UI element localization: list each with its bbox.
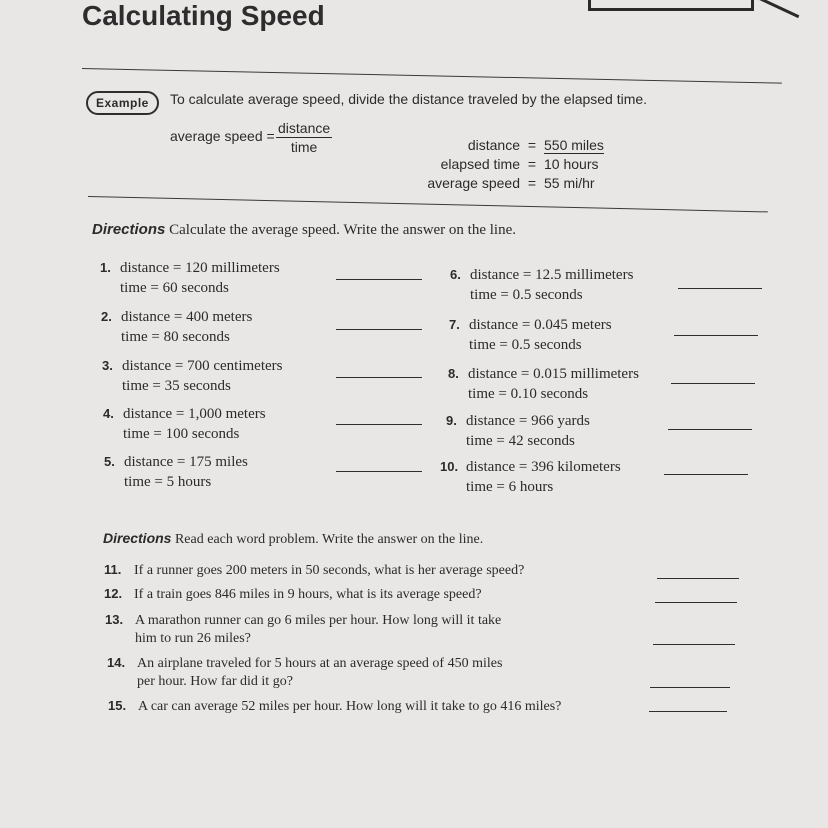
problem-number: 9. (446, 413, 457, 428)
problem-time: time = 0.10 seconds (468, 386, 589, 402)
problem-number: 2. (101, 309, 112, 324)
example-row-label: average speed (427, 175, 520, 191)
directions-1 (92, 221, 516, 239)
corner-decoration (588, 0, 754, 11)
problem-time: time = 60 seconds (120, 280, 229, 296)
problem-9 (446, 411, 590, 451)
problem-time: time = 35 seconds (122, 378, 231, 394)
example-intro: To calculate average speed, divide the distance traveled by the elapsed time. (170, 91, 648, 107)
problem-3 (102, 356, 283, 396)
answer-line-5[interactable] (336, 471, 422, 472)
problem-number: 3. (102, 358, 113, 373)
page-title: Calculating Speed (82, 0, 325, 31)
problem-1 (100, 258, 280, 298)
answer-line-12[interactable] (655, 602, 737, 603)
word-problem-14 (107, 654, 502, 691)
formula-numerator: distance (278, 120, 331, 136)
answer-line-1[interactable] (336, 279, 422, 280)
problem-6 (450, 265, 633, 305)
example-row-distance (402, 137, 604, 154)
answer-line-8[interactable] (671, 383, 755, 384)
problem-distance: distance = 700 centimeters (122, 358, 283, 374)
word-problem-text: If a train goes 846 miles in 9 hours, what is its average speed? (134, 587, 482, 602)
problem-distance: distance = 966 yards (466, 413, 590, 429)
problem-7 (449, 315, 612, 355)
word-problem-number: 15. (108, 698, 127, 713)
problem-5 (104, 452, 248, 492)
problem-number: 7. (449, 317, 460, 332)
problem-time: time = 5 hours (124, 474, 212, 490)
word-problem-number: 14. (107, 655, 126, 670)
problem-10 (440, 457, 621, 497)
top-divider (82, 68, 782, 84)
word-problem-number: 12. (104, 586, 123, 601)
answer-line-9[interactable] (668, 429, 752, 430)
problem-distance: distance = 396 kilometers (466, 459, 621, 475)
formula-label: average speed = (170, 128, 275, 144)
problem-2 (101, 307, 252, 347)
problem-time: time = 6 hours (466, 479, 554, 495)
word-problem-11 (104, 561, 524, 580)
problem-time: time = 80 seconds (121, 329, 230, 345)
formula-denominator: time (290, 139, 318, 155)
problem-time: time = 42 seconds (466, 433, 575, 449)
problem-distance: distance = 12.5 millimeters (470, 267, 634, 283)
word-problem-12 (104, 585, 482, 604)
problem-distance: distance = 0.045 meters (469, 317, 612, 333)
answer-line-14[interactable] (650, 687, 730, 688)
directions-1-label: Directions (92, 221, 166, 238)
word-problem-text: An airplane traveled for 5 hours at an average speed of 450 miles (137, 656, 503, 671)
example-row-label: distance (467, 137, 520, 153)
problem-number: 5. (104, 454, 115, 469)
answer-line-10[interactable] (664, 474, 748, 475)
problem-time: time = 100 seconds (123, 426, 240, 442)
answer-line-6[interactable] (678, 288, 762, 289)
answer-line-4[interactable] (336, 424, 422, 425)
example-row-eq: = (527, 175, 537, 191)
problem-distance: distance = 175 miles (124, 454, 248, 470)
answer-line-7[interactable] (674, 335, 758, 336)
problem-number: 1. (100, 260, 111, 275)
word-problem-text-cont: per hour. How far did it go? (137, 674, 293, 689)
word-problem-text: A marathon runner can go 6 miles per hour. How long will it take (135, 613, 502, 628)
example-row-value: 55 mi/hr (544, 175, 595, 191)
problem-time: time = 0.5 seconds (470, 287, 583, 303)
problem-8 (448, 364, 639, 404)
formula-fraction (276, 120, 332, 155)
problem-distance: distance = 1,000 meters (123, 406, 266, 422)
word-problem-text: A car can average 52 miles per hour. How long will it take to go 416 miles? (138, 699, 562, 714)
problem-distance: distance = 400 meters (121, 309, 253, 325)
example-row-speed (402, 175, 595, 191)
word-problem-number: 13. (105, 612, 124, 627)
problem-number: 10. (440, 459, 459, 474)
problem-time: time = 0.5 seconds (469, 337, 582, 353)
word-problem-text-cont: him to run 26 miles? (135, 631, 251, 646)
answer-line-3[interactable] (336, 377, 422, 378)
example-row-value: 10 hours (544, 156, 599, 172)
word-problem-13 (105, 611, 501, 648)
problem-4 (103, 404, 266, 444)
word-problem-text: If a runner goes 200 meters in 50 seconds, what is her average speed? (134, 563, 525, 578)
example-row-time (402, 156, 598, 172)
problem-number: 6. (450, 267, 461, 282)
directions-2-text: Read each word problem. Write the answer on the line. (174, 532, 484, 547)
example-row-label: elapsed time (440, 156, 520, 172)
word-problem-number: 11. (104, 562, 122, 577)
answer-line-15[interactable] (649, 711, 727, 712)
problem-distance: distance = 0.015 millimeters (468, 366, 639, 382)
directions-2 (103, 530, 483, 548)
example-row-eq: = (527, 137, 537, 153)
word-problem-15 (108, 697, 561, 716)
example-row-value: 550 miles (544, 137, 604, 153)
problem-number: 8. (448, 366, 459, 381)
answer-line-2[interactable] (336, 329, 422, 330)
example-badge: Example (86, 91, 159, 115)
answer-line-13[interactable] (653, 644, 735, 645)
problem-number: 4. (103, 406, 114, 421)
directions-2-label: Directions (103, 530, 172, 546)
directions-1-text: Calculate the average speed. Write the answer on the line. (169, 222, 516, 238)
example-divider (88, 196, 768, 212)
answer-line-11[interactable] (657, 578, 739, 579)
example-row-eq: = (527, 156, 537, 172)
problem-distance: distance = 120 millimeters (120, 260, 280, 276)
